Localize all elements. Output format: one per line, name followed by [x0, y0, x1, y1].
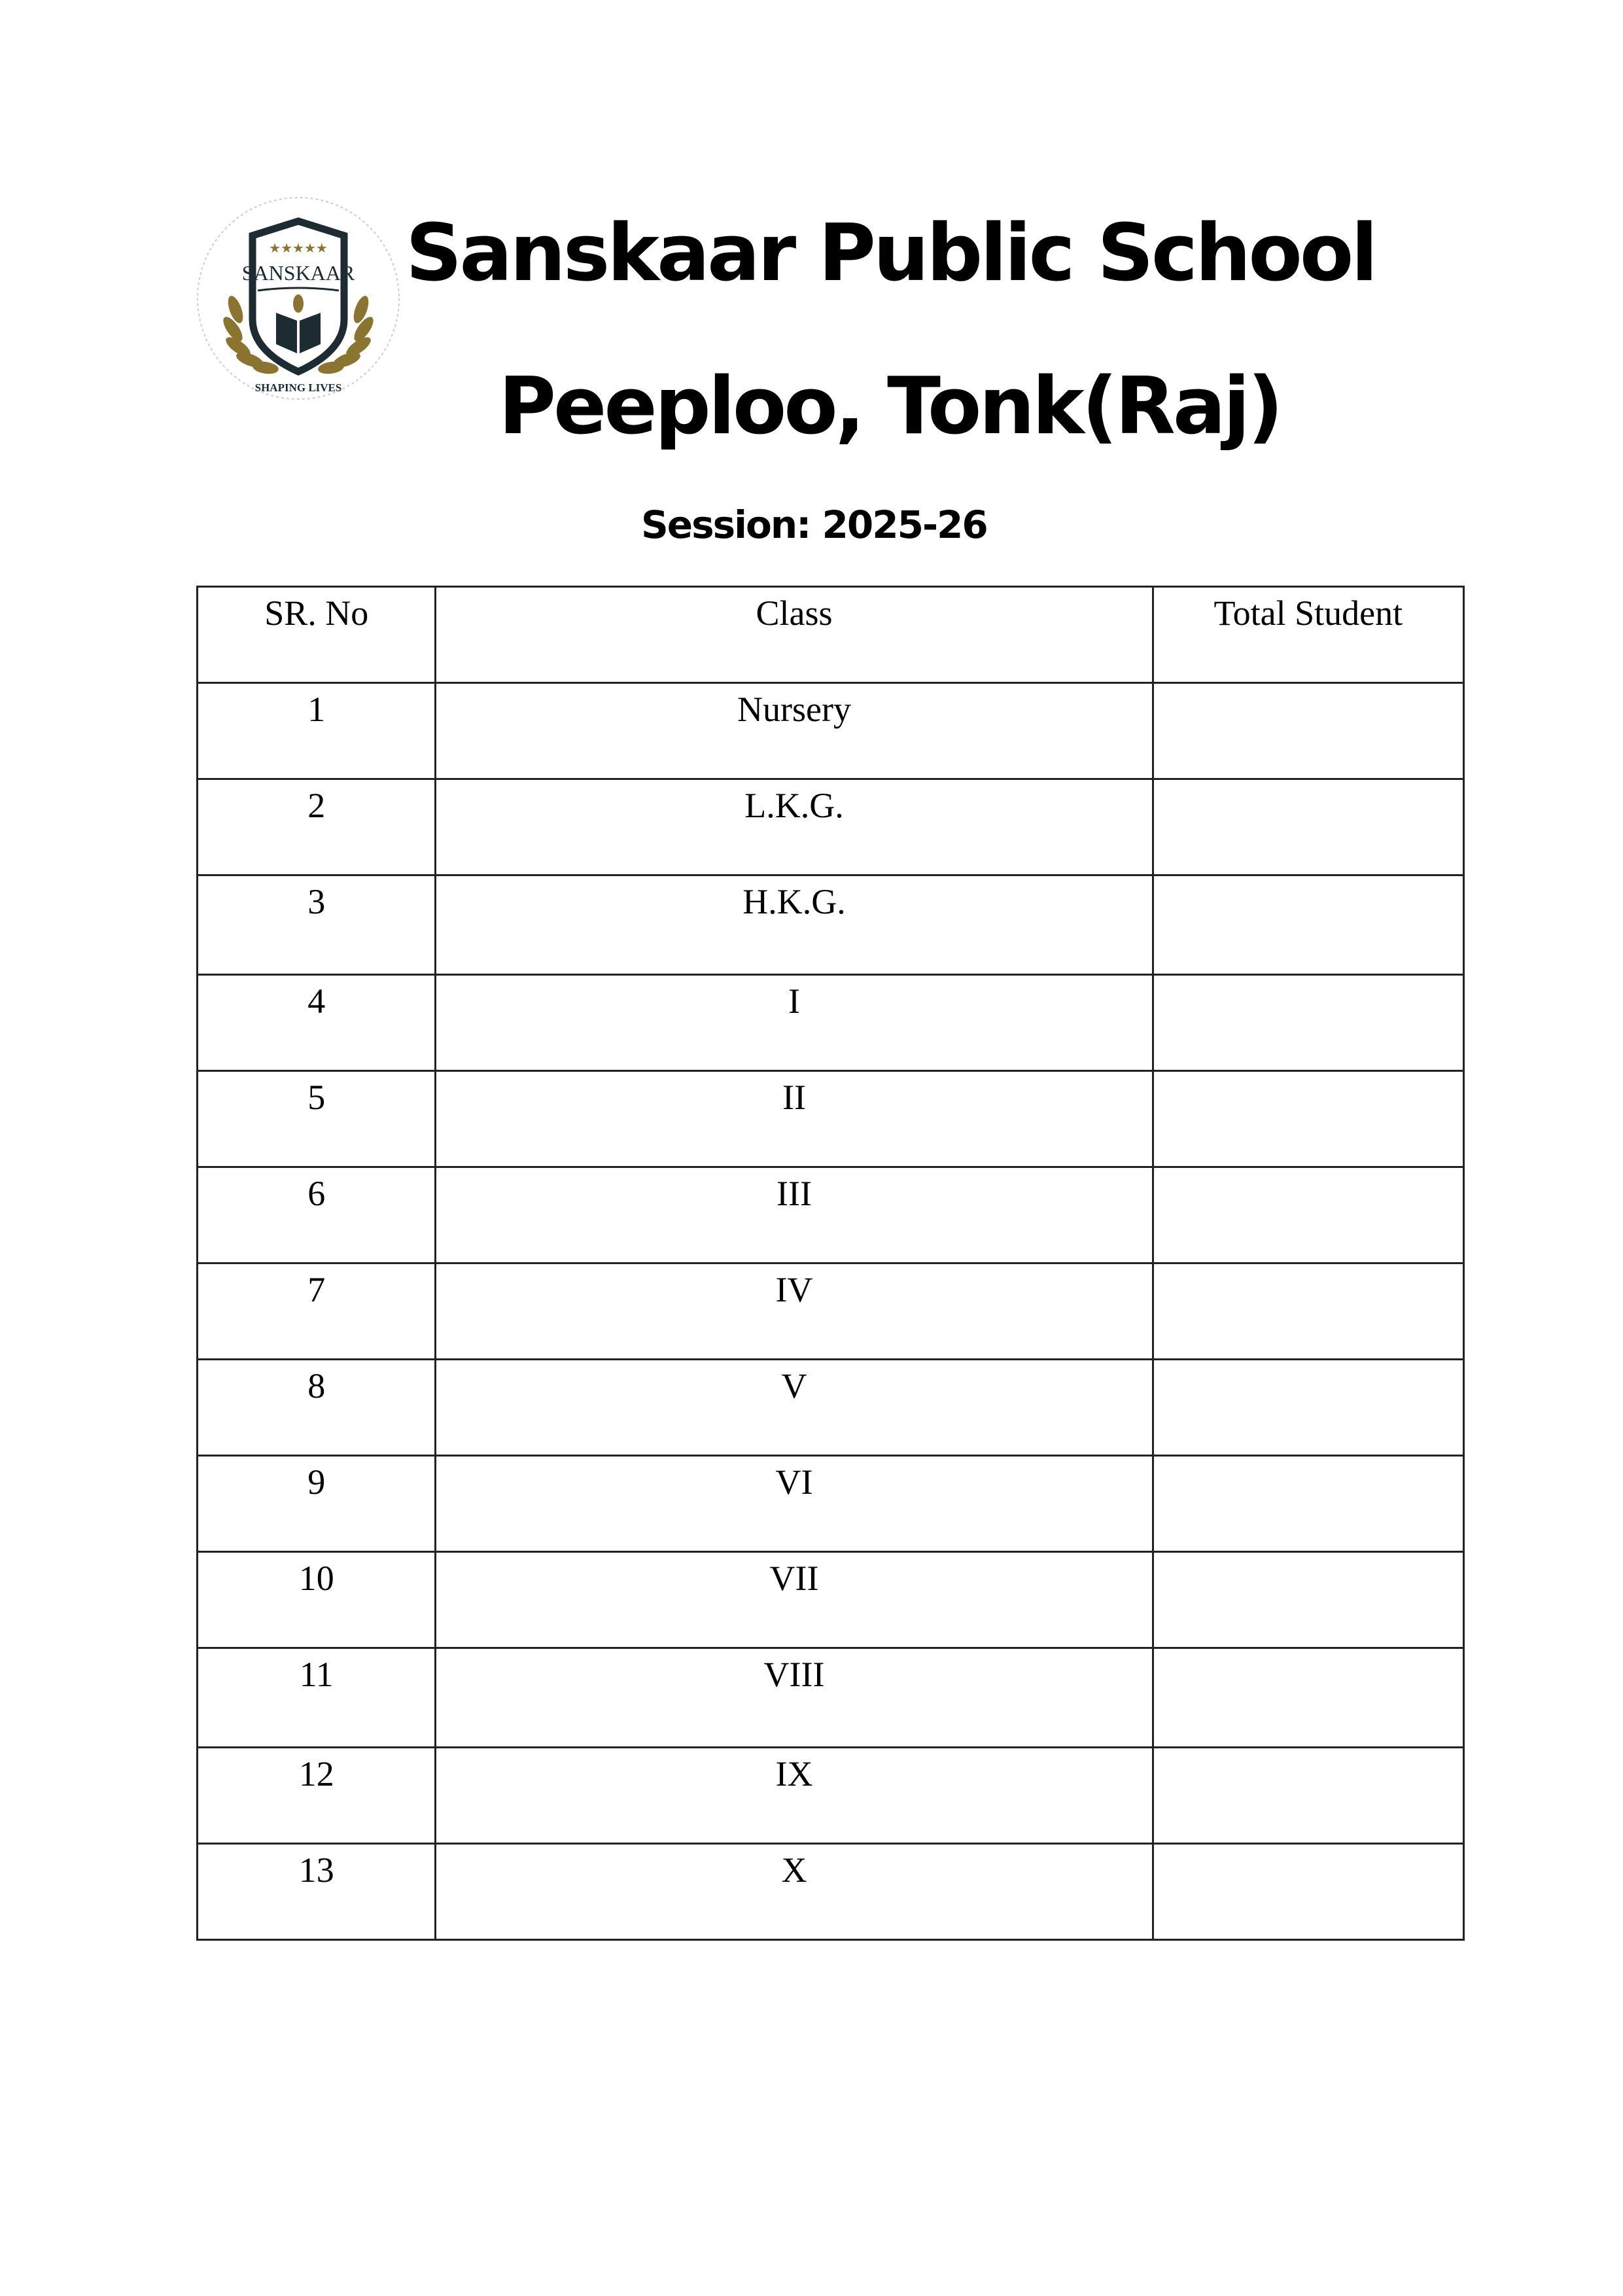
table-row	[198, 1844, 1464, 1940]
total-student-cell[interactable]	[1153, 1263, 1463, 1360]
total-student-cell[interactable]	[1153, 1456, 1463, 1552]
total-student-cell[interactable]	[1153, 1071, 1463, 1167]
sr-no-cell: 10	[198, 1552, 436, 1648]
column-header-sr-no: SR. No	[198, 587, 436, 683]
table-row	[198, 1456, 1464, 1552]
school-name: Sanskaar Public School	[406, 208, 1376, 299]
table-row	[198, 683, 1464, 779]
class-cell: VII	[436, 1552, 1153, 1648]
class-cell: Nursery	[436, 683, 1153, 779]
class-cell: I	[436, 975, 1153, 1071]
class-cell: L.K.G.	[436, 779, 1153, 875]
total-student-cell[interactable]	[1153, 1167, 1463, 1263]
svg-text:SHAPING LIVES: SHAPING LIVES	[254, 381, 342, 394]
total-student-cell[interactable]	[1153, 1844, 1463, 1940]
school-location: Peeploo, Tonk(Raj)	[498, 361, 1281, 452]
class-cell: II	[436, 1071, 1153, 1167]
sr-no-cell: 8	[198, 1360, 436, 1456]
school-crest-icon	[195, 195, 402, 402]
table-row	[198, 1648, 1464, 1748]
sr-no-cell: 4	[198, 975, 436, 1071]
class-cell: IX	[436, 1748, 1153, 1844]
column-header-class: Class	[436, 587, 1153, 683]
class-cell: VI	[436, 1456, 1153, 1552]
sr-no-cell: 13	[198, 1844, 436, 1940]
sr-no-cell: 9	[198, 1456, 436, 1552]
table-row	[198, 1263, 1464, 1360]
total-student-cell[interactable]	[1153, 875, 1463, 975]
session-label: Session: 2025-26	[641, 503, 987, 547]
table-row	[198, 875, 1464, 975]
table-row	[198, 975, 1464, 1071]
table-header-row	[198, 587, 1464, 683]
total-student-cell[interactable]	[1153, 779, 1463, 875]
svg-text:SANSKAAR: SANSKAAR	[241, 261, 355, 285]
sr-no-cell: 6	[198, 1167, 436, 1263]
total-student-cell[interactable]	[1153, 1648, 1463, 1748]
table-row	[198, 1071, 1464, 1167]
svg-text:★★★★★: ★★★★★	[269, 240, 328, 256]
column-header-total-student: Total Student	[1153, 587, 1463, 683]
table-row	[198, 1552, 1464, 1648]
class-cell: IV	[436, 1263, 1153, 1360]
sr-no-cell: 11	[198, 1648, 436, 1748]
total-student-cell[interactable]	[1153, 683, 1463, 779]
table-row	[198, 1748, 1464, 1844]
class-cell: H.K.G.	[436, 875, 1153, 975]
class-cell: III	[436, 1167, 1153, 1263]
sr-no-cell: 1	[198, 683, 436, 779]
table-row	[198, 1167, 1464, 1263]
total-student-cell[interactable]	[1153, 1748, 1463, 1844]
class-cell: X	[436, 1844, 1153, 1940]
sr-no-cell: 2	[198, 779, 436, 875]
sr-no-cell: 5	[198, 1071, 436, 1167]
class-cell: V	[436, 1360, 1153, 1456]
total-student-cell[interactable]	[1153, 1360, 1463, 1456]
total-student-cell[interactable]	[1153, 1552, 1463, 1648]
student-count-table	[196, 586, 1465, 1941]
sr-no-cell: 12	[198, 1748, 436, 1844]
sr-no-cell: 7	[198, 1263, 436, 1360]
table-row	[198, 1360, 1464, 1456]
sr-no-cell: 3	[198, 875, 436, 975]
table-row	[198, 779, 1464, 875]
total-student-cell[interactable]	[1153, 975, 1463, 1071]
class-cell: VIII	[436, 1648, 1153, 1748]
